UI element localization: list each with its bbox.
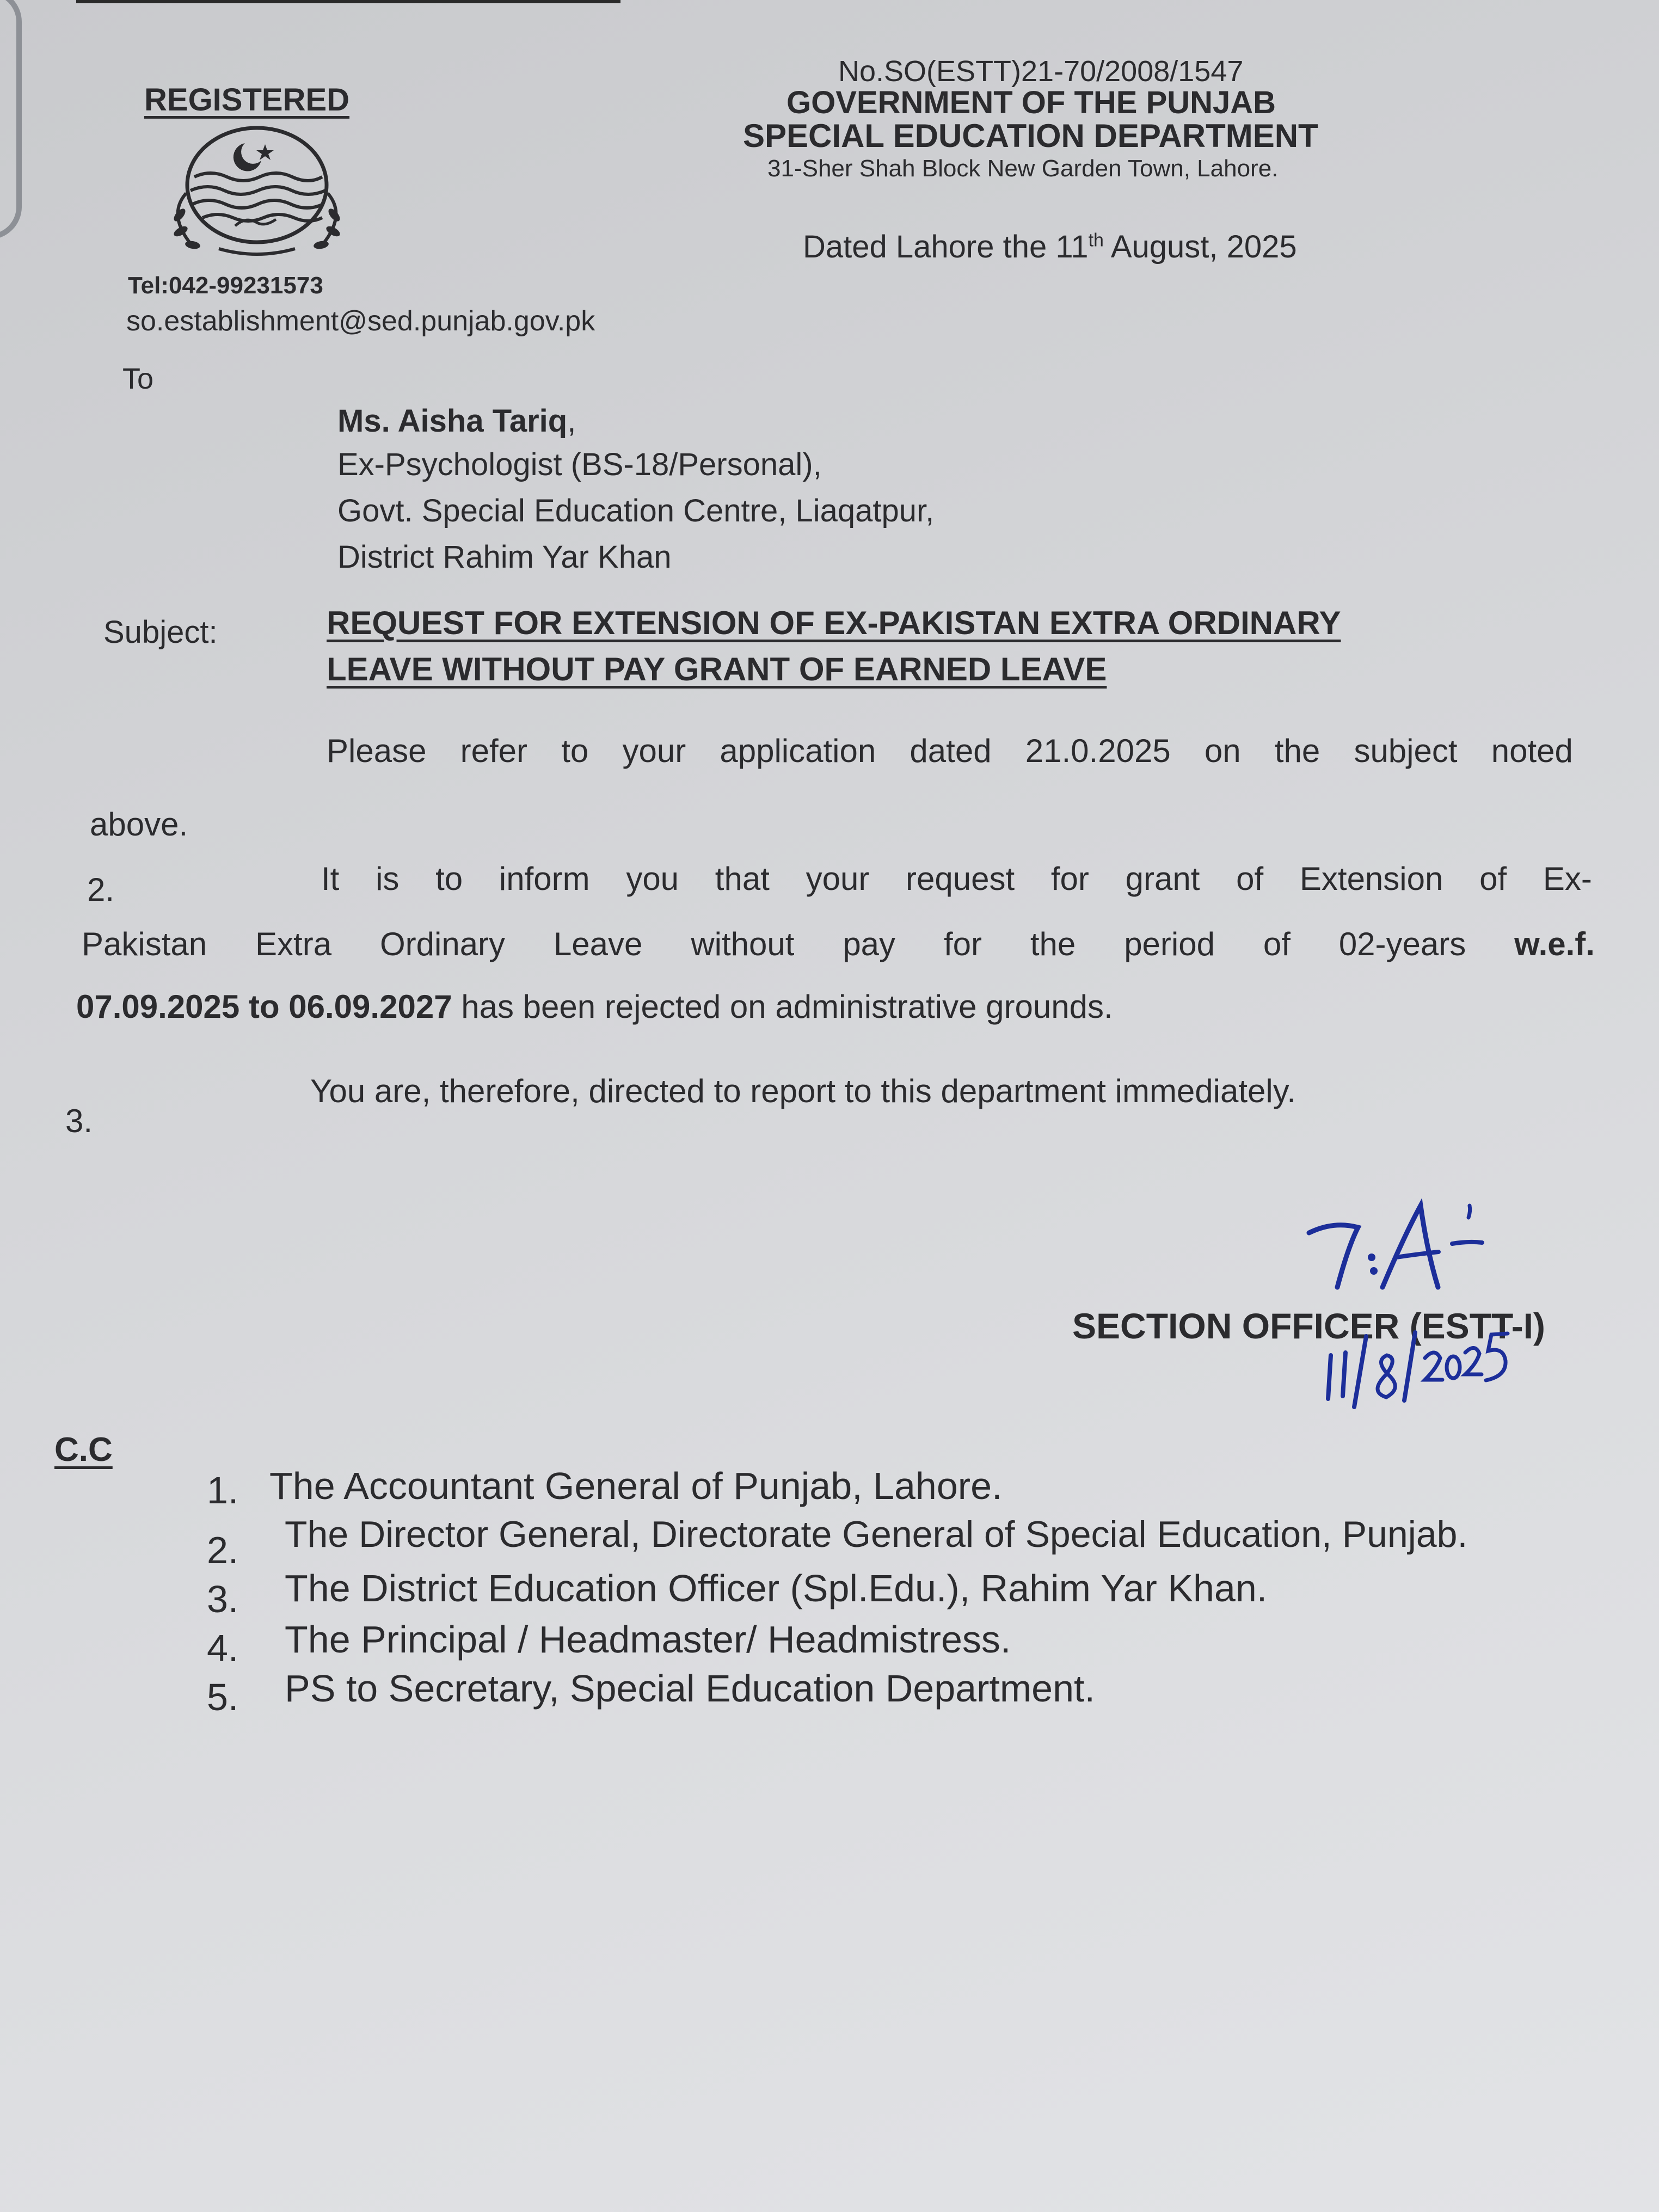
para1-word: on xyxy=(1204,733,1241,769)
para2-word: grant xyxy=(1125,861,1200,897)
para2-word: is xyxy=(376,861,400,897)
para1-word: Please xyxy=(327,733,427,769)
para2-word: of xyxy=(1479,861,1507,897)
cc-item-text: The Principal / Headmaster/ Headmistress. xyxy=(285,1618,1011,1661)
recipient-name xyxy=(337,403,576,439)
para2-word: Leave xyxy=(553,926,643,962)
para1-word: application xyxy=(720,733,876,769)
para2-word: Extra xyxy=(255,926,332,962)
para2-word: Pakistan xyxy=(82,926,207,962)
para2-number: 2. xyxy=(87,871,115,908)
section-officer-title: SECTION OFFICER (ESTT-I) xyxy=(1072,1306,1545,1346)
para2-word: without xyxy=(691,926,795,962)
para2-word: for xyxy=(1050,861,1089,897)
department-address: 31-Sher Shah Block New Garden Town, Lahore. xyxy=(767,155,1279,182)
para1-word: refer xyxy=(460,733,528,769)
punjab-emblem-icon xyxy=(153,122,360,259)
subject-line-1: REQUEST FOR EXTENSION OF EX-PAKISTAN EXTRA ORDINARY xyxy=(327,605,1341,641)
date-suffix: August, 2025 xyxy=(1103,229,1297,265)
para2-word: 02-years xyxy=(1338,926,1466,962)
cc-item-number: 4. xyxy=(207,1627,239,1669)
para2-word: Ordinary xyxy=(379,926,506,962)
para2-line-1 xyxy=(321,860,1592,898)
email-address: so.establishment@sed.punjab.gov.pk xyxy=(126,305,595,337)
para2-word: for xyxy=(943,926,982,962)
para2-word: of xyxy=(1263,926,1291,962)
cc-item-number: 5. xyxy=(207,1676,239,1718)
para2-wef: w.e.f. xyxy=(1514,926,1595,962)
para2-word: pay xyxy=(843,926,896,962)
para1-word: dated xyxy=(910,733,992,769)
para2-word: that xyxy=(715,861,770,897)
para1-word: to xyxy=(561,733,589,769)
cc-item-text: The Director General, Directorate General of Special Education, Punjab. xyxy=(285,1514,1468,1555)
para3-text: You are, therefore, directed to report to this department immediately. xyxy=(310,1073,1296,1109)
para1-word: the xyxy=(1274,733,1320,769)
cc-item-number: 2. xyxy=(207,1529,239,1571)
recipient-name-comma: , xyxy=(567,403,576,439)
para1-word: 21.0.2025 xyxy=(1025,733,1171,769)
para3-number: 3. xyxy=(65,1103,93,1139)
cc-item-text: The Accountant General of Punjab, Lahore. xyxy=(269,1465,1003,1507)
para2-word: It xyxy=(321,861,340,897)
date-ordinal: th xyxy=(1088,230,1104,251)
reference-number: No.SO(ESTT)21-70/2008/1547 xyxy=(838,55,1244,88)
para2-word: Ex- xyxy=(1543,861,1592,897)
cc-item-text: PS to Secretary, Special Education Department. xyxy=(285,1667,1095,1710)
department-heading: SPECIAL EDUCATION DEPARTMENT xyxy=(743,118,1318,154)
top-edge-bar xyxy=(76,0,620,3)
cc-label: C.C xyxy=(54,1431,113,1468)
para2-word: period xyxy=(1124,926,1215,962)
registered-label: REGISTERED xyxy=(144,82,350,118)
para2-word: Extension xyxy=(1299,861,1443,897)
handwritten-date-signature xyxy=(1323,1328,1529,1410)
cc-item-number: 3. xyxy=(207,1578,239,1620)
para1-word: noted xyxy=(1491,733,1573,769)
para2-word: the xyxy=(1030,926,1076,962)
para2-word: inform xyxy=(499,861,590,897)
cc-item-text: The District Education Officer (Spl.Edu.), Rahim Yar Khan. xyxy=(285,1567,1268,1609)
para2-word: your xyxy=(806,861,870,897)
para1-word: your xyxy=(622,733,686,769)
subject-label: Subject: xyxy=(103,615,218,650)
para2-word: request xyxy=(906,861,1015,897)
handwritten-initials-signature xyxy=(1306,1192,1497,1295)
para1-line xyxy=(327,732,1573,770)
para2-word: you xyxy=(626,861,679,897)
government-heading: GOVERNMENT OF THE PUNJAB xyxy=(787,85,1276,120)
para2-line-3-rest: has been rejected on administrative grounds. xyxy=(452,988,1113,1025)
subject-line-2: LEAVE WITHOUT PAY GRANT OF EARNED LEAVE xyxy=(327,651,1107,687)
paper-clip xyxy=(0,0,22,239)
para2-line-3 xyxy=(76,988,1113,1025)
recipient-name-text: Ms. Aisha Tariq xyxy=(337,403,568,439)
telephone-number: Tel:042-99231573 xyxy=(128,272,323,299)
para1-end: above. xyxy=(90,806,188,843)
recipient-designation: Ex-Psychologist (BS-18/Personal), xyxy=(337,447,822,482)
letter-date xyxy=(803,229,1297,265)
cc-item-number: 1. xyxy=(207,1469,239,1511)
recipient-office: Govt. Special Education Centre, Liaqatpur, xyxy=(337,493,935,529)
leave-period: 07.09.2025 to 06.09.2027 xyxy=(76,988,452,1025)
para1-word: subject xyxy=(1354,733,1458,769)
date-prefix: Dated Lahore the 11 xyxy=(803,229,1089,265)
para2-word: of xyxy=(1236,861,1264,897)
recipient-district: District Rahim Yar Khan xyxy=(337,539,672,575)
to-label: To xyxy=(122,362,154,395)
para2-line-2 xyxy=(82,925,1595,963)
para2-word: to xyxy=(435,861,463,897)
